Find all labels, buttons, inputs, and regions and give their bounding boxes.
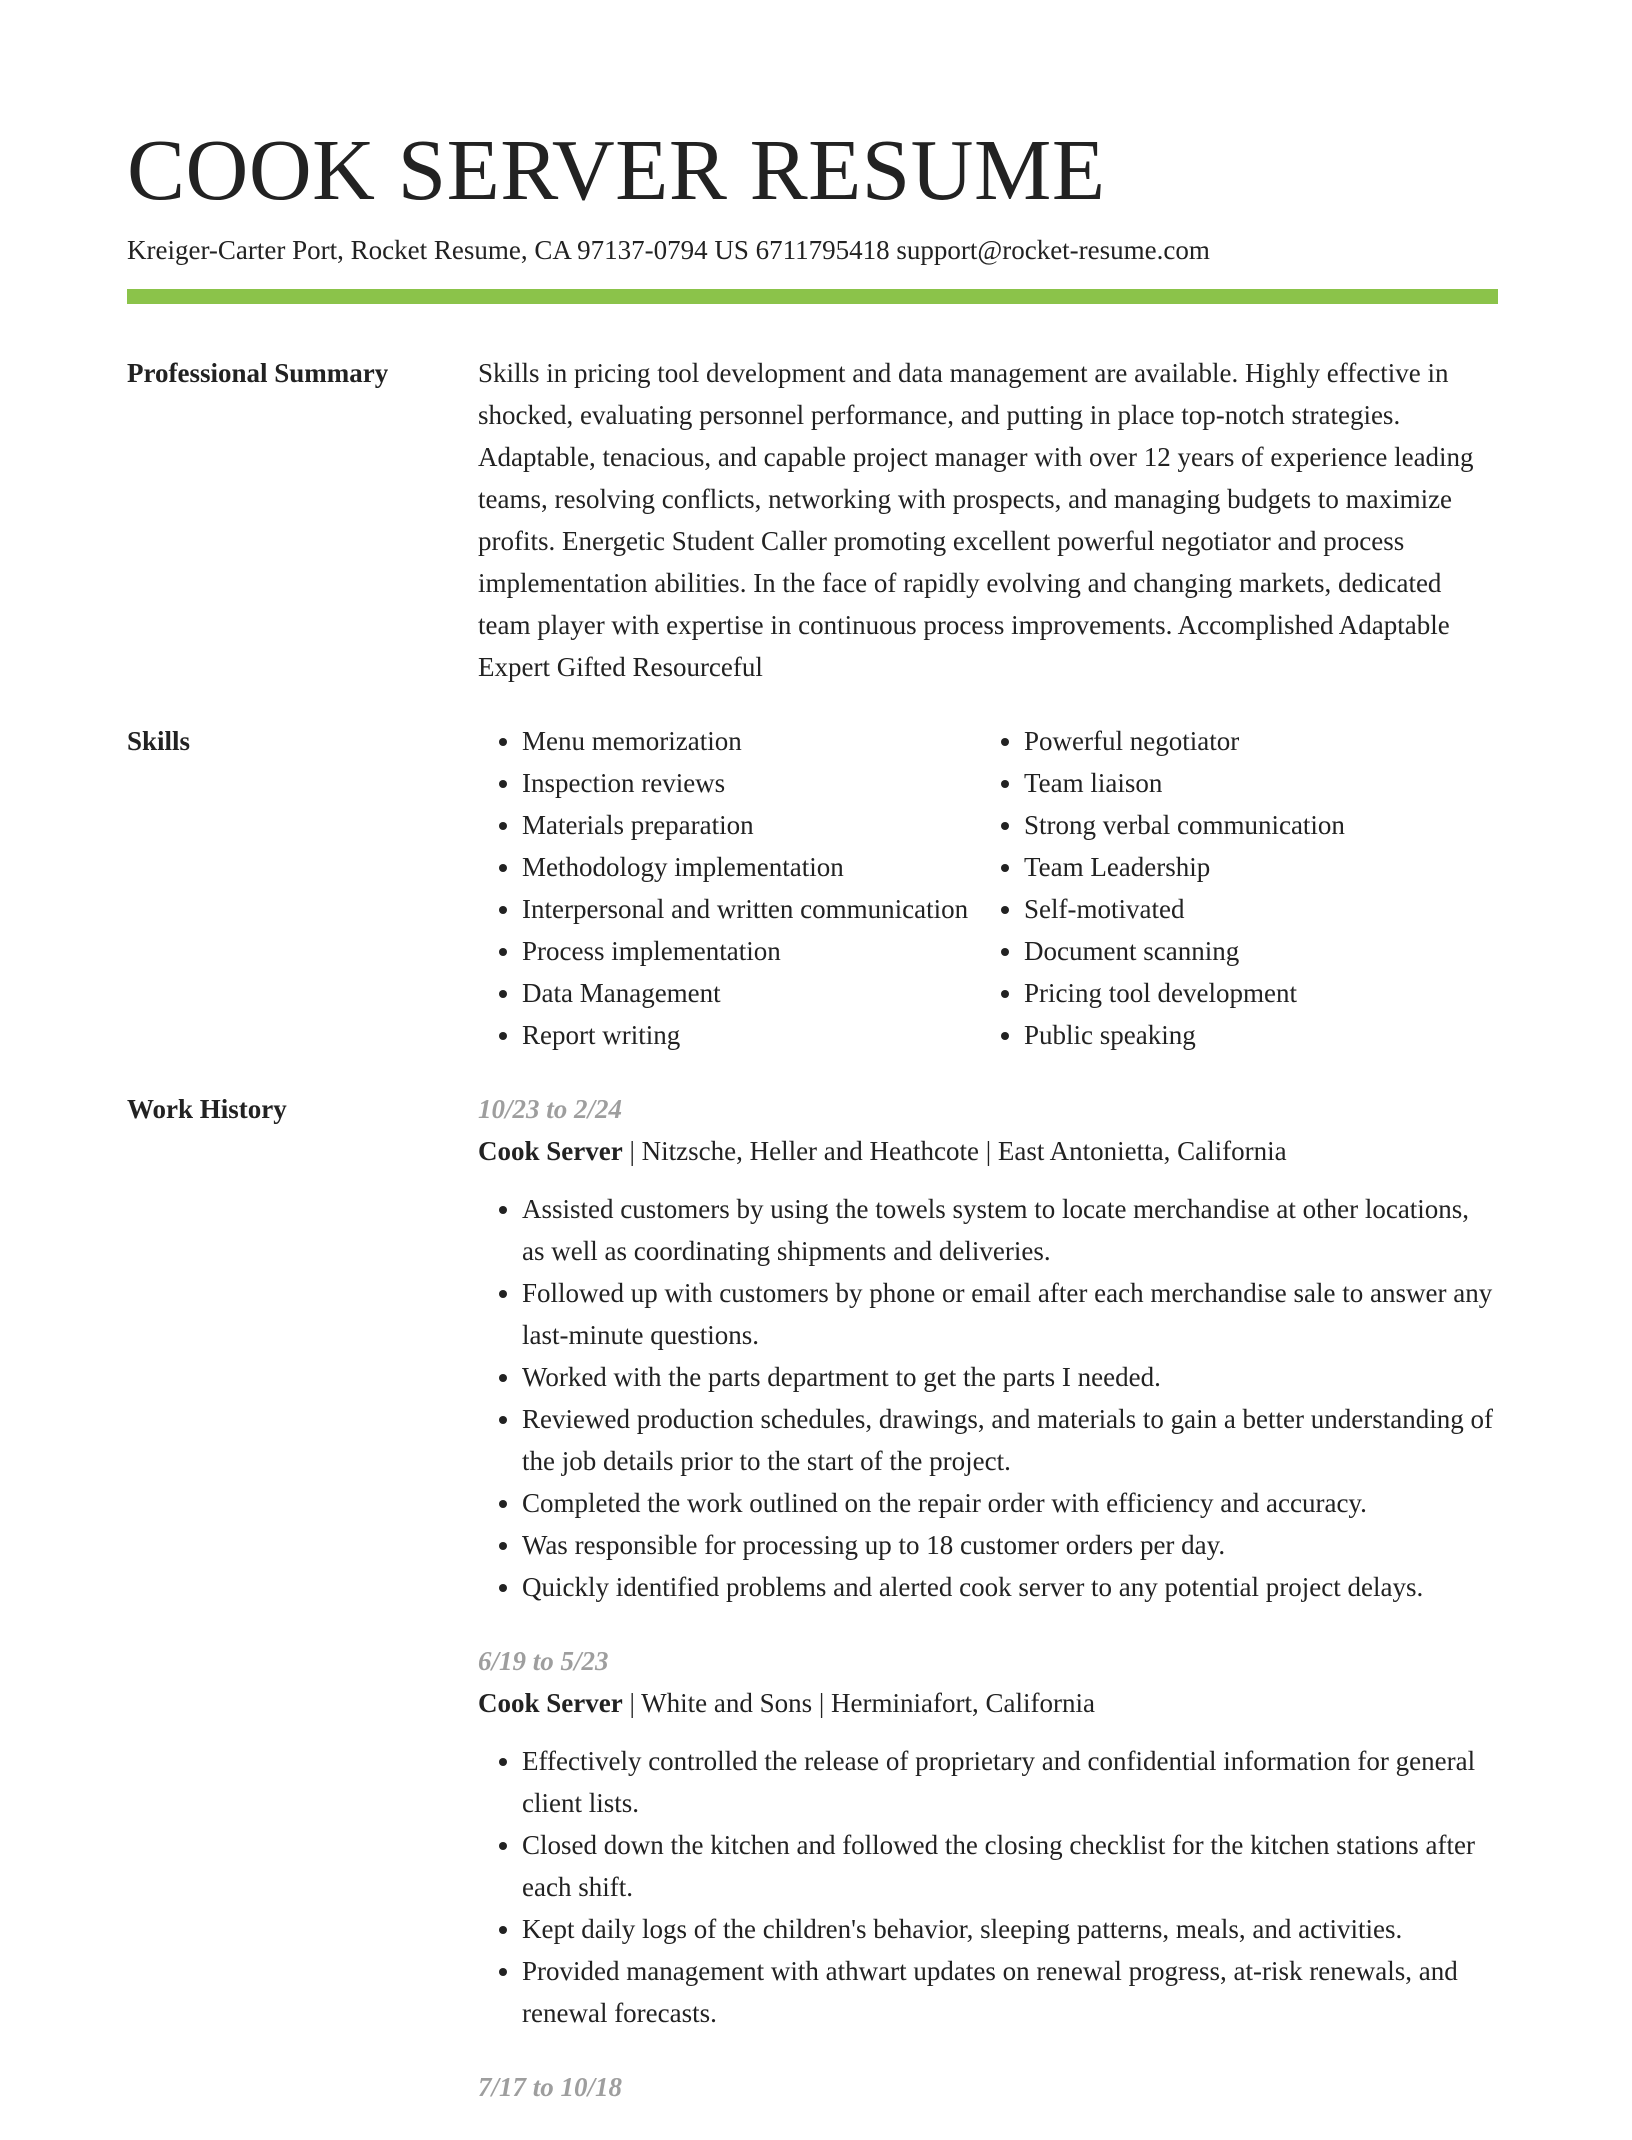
job-bullet: • Followed up with customers by phone or email after each merchandise sale to answer any last-minute questions.: [522, 1272, 1498, 1356]
skill-item: • Menu memorization: [522, 720, 980, 762]
job-dates: 6/19 to 5/23: [478, 1646, 609, 1676]
skills-section: [127, 720, 1498, 1056]
resume-page: [127, 118, 1498, 2140]
job-heading: [478, 1682, 1498, 1724]
job-bullet: • Was responsible for processing up to 18 customer orders per day.: [522, 1524, 1498, 1566]
job-bullet: • Quickly identified problems and alerted cook server to any potential project delays.: [522, 1566, 1498, 1608]
skills-list-left: [478, 720, 980, 1056]
job-bullet-list: [478, 1740, 1498, 2034]
skill-item: • Inspection reviews: [522, 762, 980, 804]
skill-item: • Data Management: [522, 972, 980, 1014]
skill-item: • Team liaison: [1024, 762, 1498, 804]
skills-columns: [478, 720, 1498, 1056]
job-details: | Nitzsche, Heller and Heathcote | East Antonietta, California: [622, 1136, 1287, 1166]
job-dates: 7/17 to 10/18: [478, 2072, 623, 2102]
work-history-body: [478, 1088, 1498, 2140]
skill-item: • Materials preparation: [522, 804, 980, 846]
job-bullet: • Assisted customers by using the towels system to locate merchandise at other locations, as well as coordinating shipments and deliveries.: [522, 1188, 1498, 1272]
skill-item: • Powerful negotiator: [1024, 720, 1498, 762]
contact-line: Kreiger-Carter Port, Rocket Resume, CA 97137-0794 US 6711795418 support@rocket-resume.com: [127, 235, 1210, 265]
work-history-label: Work History: [127, 1094, 287, 1124]
job-bullet: • Completed the work outlined on the repair order with efficiency and accuracy.: [522, 1482, 1498, 1524]
work-history-section: [127, 1088, 1498, 2140]
skill-item: • Pricing tool development: [1024, 972, 1498, 1014]
skill-item: • Team Leadership: [1024, 846, 1498, 888]
skill-item: • Process implementation: [522, 930, 980, 972]
summary-text: Skills in pricing tool development and data management are available. Highly effective in shocked, evaluating personnel performance, and putting in place top-notch strategies. Adaptable, tenacious, and capable project manager with over 12 years of experience leading teams, resolving conflicts, networking with prospects, and managing budgets to maximize profits. Energetic Student Caller promoting excellent powerful negotiator and process implementation abilities. In the face of rapidly evolving and changing markets, dedicated team player with expertise in continuous process improvements. Accomplished Adaptable Expert Gifted Resourceful: [478, 358, 1474, 682]
job-bullet: • Worked with the parts department to get the parts I needed.: [522, 1356, 1498, 1398]
skill-item: • Methodology implementation: [522, 846, 980, 888]
skills-list-right: [980, 720, 1498, 1056]
job-bullet-list: [478, 1188, 1498, 1608]
accent-divider: [127, 289, 1498, 304]
job-title: Cook Server: [478, 1136, 623, 1166]
job-heading: [478, 1130, 1498, 1172]
skill-item: • Public speaking: [1024, 1014, 1498, 1056]
skill-item: • Self-motivated: [1024, 888, 1498, 930]
skill-item: • Interpersonal and written communication: [522, 888, 980, 930]
skill-item: • Document scanning: [1024, 930, 1498, 972]
job-bullet: • Provided management with athwart updates on renewal progress, at-risk renewals, and renewal forecasts.: [522, 1950, 1498, 2034]
job-entry: [478, 1088, 1498, 1608]
job-dates: 10/23 to 2/24: [478, 1094, 623, 1124]
job-bullet: • Kept daily logs of the children's behavior, sleeping patterns, meals, and activities.: [522, 1908, 1498, 1950]
job-bullet: • Reviewed production schedules, drawings, and materials to gain a better understanding of the job details prior to the start of the project.: [522, 1398, 1498, 1482]
summary-section: [127, 352, 1498, 688]
summary-label: Professional Summary: [127, 358, 389, 388]
job-entry: [478, 1640, 1498, 2034]
skill-item: • Strong verbal communication: [1024, 804, 1498, 846]
job-details: | White and Sons | Herminiafort, California: [622, 1688, 1095, 1718]
skill-item: • Report writing: [522, 1014, 980, 1056]
resume-title: COOK SERVER RESUME: [127, 121, 1106, 218]
job-bullet: • Effectively controlled the release of proprietary and confidential information for general client lists.: [522, 1740, 1498, 1824]
job-title: Cook Server: [478, 1688, 623, 1718]
skills-label: Skills: [127, 726, 191, 756]
job-entry: [478, 2066, 1498, 2108]
job-bullet: • Closed down the kitchen and followed the closing checklist for the kitchen stations after each shift.: [522, 1824, 1498, 1908]
